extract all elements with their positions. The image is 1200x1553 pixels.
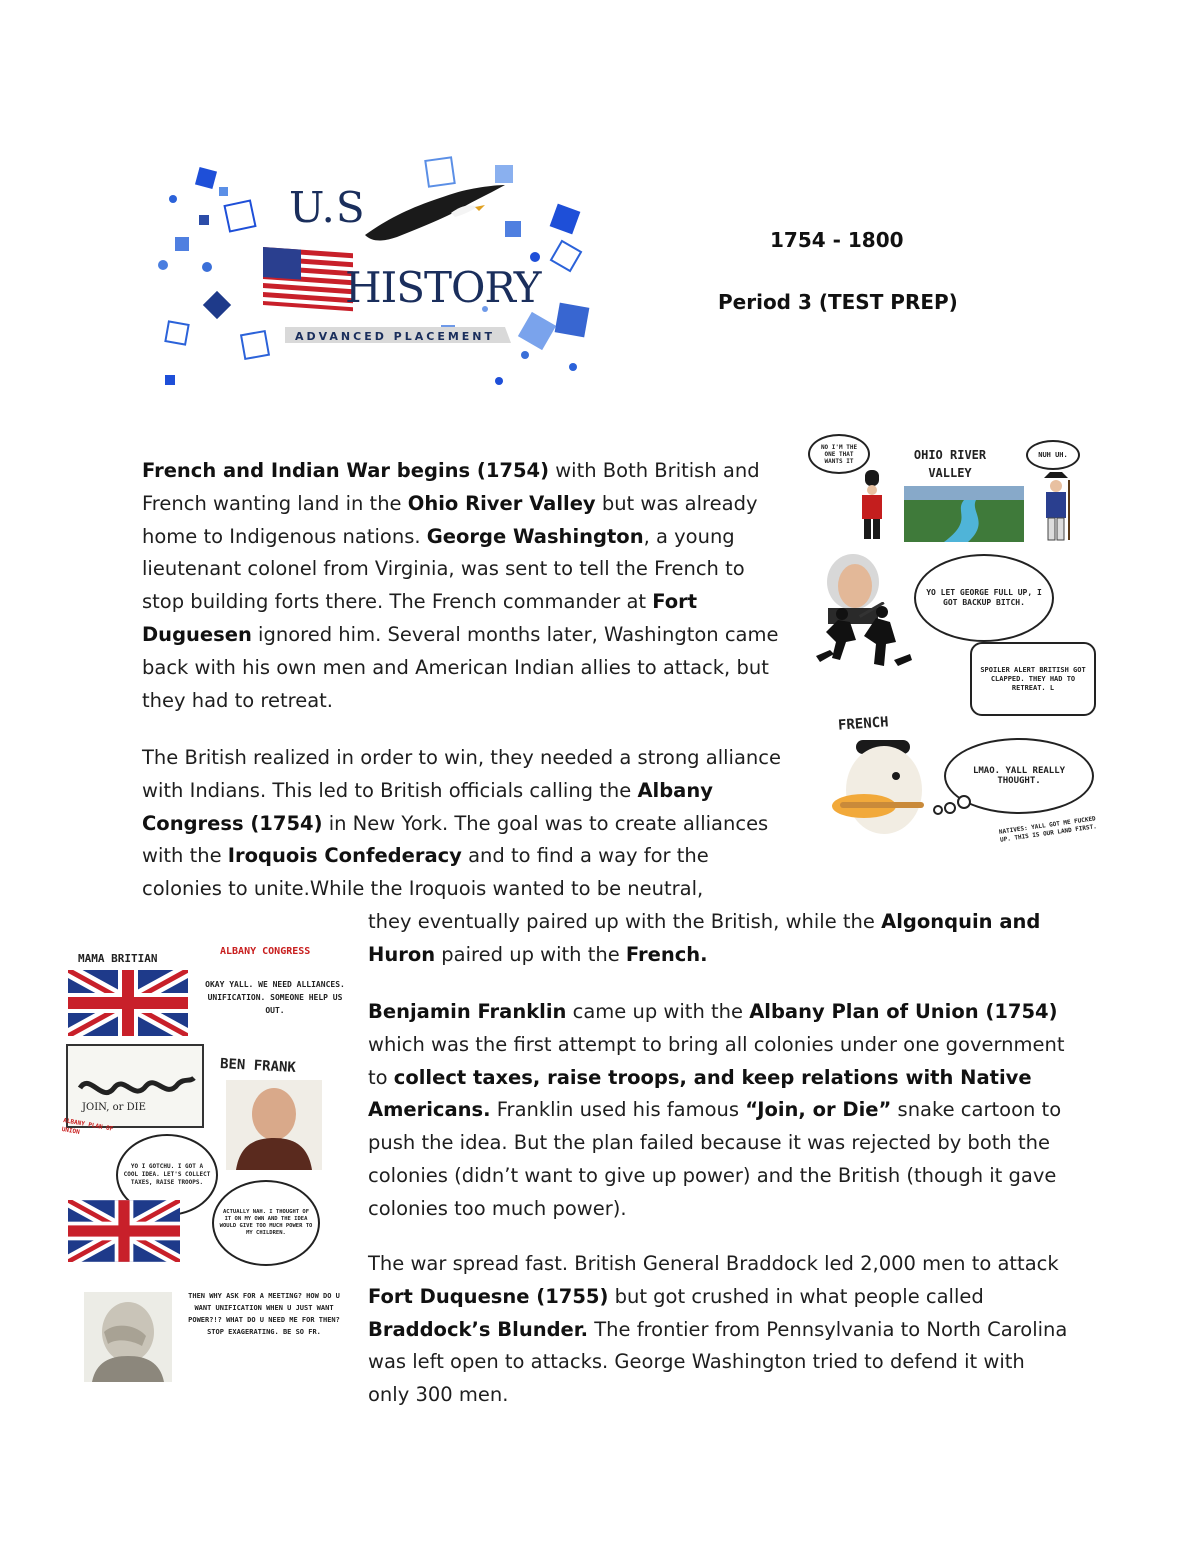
franklin-response-text: THEN WHY ASK FOR A MEETING? HOW DO U WANT UNIFICATION WHEN U JUST WANT POWER?!? WHAT DO U NEED ME FOR THEN? STOP EXAGERATING. BE SO FR. <box>188 1292 340 1336</box>
bold-term: Albany Congress (1754) <box>142 778 713 835</box>
river-valley-image <box>904 486 1024 542</box>
speech-bubble-ben: YO I GOTCHU. I GOT A COOL IDEA. LET'S COLLECT TAXES, RAISE TROOPS. <box>116 1134 218 1216</box>
bold-term: Fort Duquesne (1755) <box>368 1284 609 1308</box>
text-run: The frontier from Pennsylvania to North Carolina was left open to attacks. George Washington tried to defend it with only 300 men. <box>368 1317 1068 1407</box>
bold-term: Fort Duguesen <box>142 590 698 646</box>
text-run: which was the first attempt to bring all colonies under one government to <box>368 1032 1065 1089</box>
speech-bubble-french-soldier: NUH UH. <box>1026 440 1080 470</box>
ohio-river-valley-label: OHIO RIVER VALLEY <box>913 448 987 480</box>
speech-bubble-french: LMAO. YALL REALLY THOUGHT. <box>944 738 1094 814</box>
paragraph-albany-congress <box>142 742 782 906</box>
speech-bubble-washington: YO LET GEORGE FULL UP, I GOT BACKUP BITCH. <box>914 554 1054 642</box>
bold-term: collect taxes, raise troops, and keep relations with Native Americans. <box>368 1065 1032 1122</box>
british-soldier-icon <box>854 470 890 542</box>
ben-frank-label: BEN FRANK <box>219 1056 297 1076</box>
join-or-die-caption: JOIN, or DIE <box>82 1102 146 1113</box>
years-heading: 1754 - 1800 <box>770 228 904 252</box>
paragraph-braddock <box>368 1248 1068 1412</box>
speech-bubble-british: NO I'M THE ONE THAT WANTS IT <box>808 434 870 474</box>
text-run: Franklin used his famous <box>490 1098 746 1122</box>
text-run: ignored him. Several months later, Washington came back with his own men and American Indian allies to attack, but they had to retreat. <box>142 622 779 712</box>
join-or-die-snake-cartoon <box>66 1044 204 1128</box>
mama-britian-text: OKAY YALL. WE NEED ALLIANCES. UNIFICATION. SOMEONE HELP US OUT. <box>205 980 345 1015</box>
logo-us: U.S <box>289 183 366 232</box>
period-heading: Period 3 (TEST PREP) <box>718 290 958 314</box>
paragraph-alliances <box>368 906 1068 972</box>
thought-dots-icon <box>930 794 976 816</box>
bold-term: Ohio River Valley <box>407 491 596 515</box>
bold-term: French. <box>625 942 708 966</box>
french-soldier-icon <box>1036 470 1076 544</box>
bold-term: Algonquin and Huron <box>368 910 1041 966</box>
albany-plan-label: ALBANY PLAN OF UNION <box>61 1117 114 1136</box>
bold-term: French and Indian War begins (1754) <box>142 459 550 482</box>
text-run: with Both British and French wanting land in the <box>142 459 760 515</box>
franklin-facepalm-image <box>84 1292 172 1382</box>
bold-term: Albany Plan of Union (1754) <box>749 1000 1058 1023</box>
natives-footnote: NATIVES: YALL GOT ME FUCKED UP. THIS IS OUR LAND FIRST. <box>998 815 1098 844</box>
text-run: and to find a way for the colonies to unite.While the Iroquois wanted to be neutral, <box>142 844 709 901</box>
union-jack-flag-icon <box>68 970 188 1036</box>
speech-bubble-mama-britian: ACTUALLY NAH. I THOUGHT OF IT ON MY OWN AND THE IDEA WOULD GIVE TOO MUCH POWER TO MY CHILDREN. <box>212 1180 320 1266</box>
text-run: but was already home to Indigenous nations. <box>142 491 758 548</box>
mama-britian-label: MAMA BRITIAN <box>78 952 158 965</box>
ohio-valley-comic <box>800 430 1100 850</box>
albany-congress-comic <box>60 940 350 1390</box>
bold-term: “Join, or Die” <box>745 1098 892 1122</box>
text-run: but got crushed in what people called <box>608 1284 984 1308</box>
french-label: FRENCH <box>837 714 890 734</box>
text-run: snake cartoon to push the idea. But the plan failed because it was rejected by both the colonies (didn’t want to give up power) and the British (though it gave colonies too much power). <box>368 1098 1062 1220</box>
paragraph-albany-plan <box>368 996 1068 1226</box>
text-run: , a young lieutenant colonel from Virginia, was sent to tell the French to stop building forts there. The French commander at <box>142 524 745 614</box>
bold-term: Iroquois Confederacy <box>227 844 462 868</box>
text-run: The war spread fast. British General Braddock led 2,000 men to attack <box>368 1252 1059 1275</box>
text-run: paired up with the <box>435 942 626 966</box>
albany-congress-label: ALBANY CONGRESS <box>220 946 311 957</box>
text-run: came up with the <box>566 1000 750 1023</box>
bold-term: Braddock’s Blunder. <box>368 1317 589 1341</box>
bold-term: Benjamin Franklin <box>368 1000 567 1023</box>
logo-advanced-placement: ADVANCED PLACEMENT <box>295 330 496 343</box>
speech-bubble-retreat: SPOILER ALERT BRITISH GOT CLAPPED. THEY HAD TO RETREAT. L <box>970 642 1096 716</box>
text-run: in New York. The goal was to create alliances with the <box>142 811 769 868</box>
french-duck-image <box>826 740 940 844</box>
bold-term: George Washington <box>426 524 644 548</box>
ap-us-history-logo <box>155 155 605 395</box>
benjamin-franklin-portrait <box>226 1080 322 1170</box>
logo-history: HISTORY <box>345 263 541 312</box>
paragraph-french-indian-war <box>142 455 782 717</box>
text-run: they eventually paired up with the British, while the <box>368 910 882 933</box>
union-jack-flag-icon <box>68 1200 180 1262</box>
text-run: The British realized in order to win, they needed a strong alliance with Indians. This led to British officials calling the <box>142 746 781 802</box>
running-soldiers-icon <box>812 602 916 678</box>
